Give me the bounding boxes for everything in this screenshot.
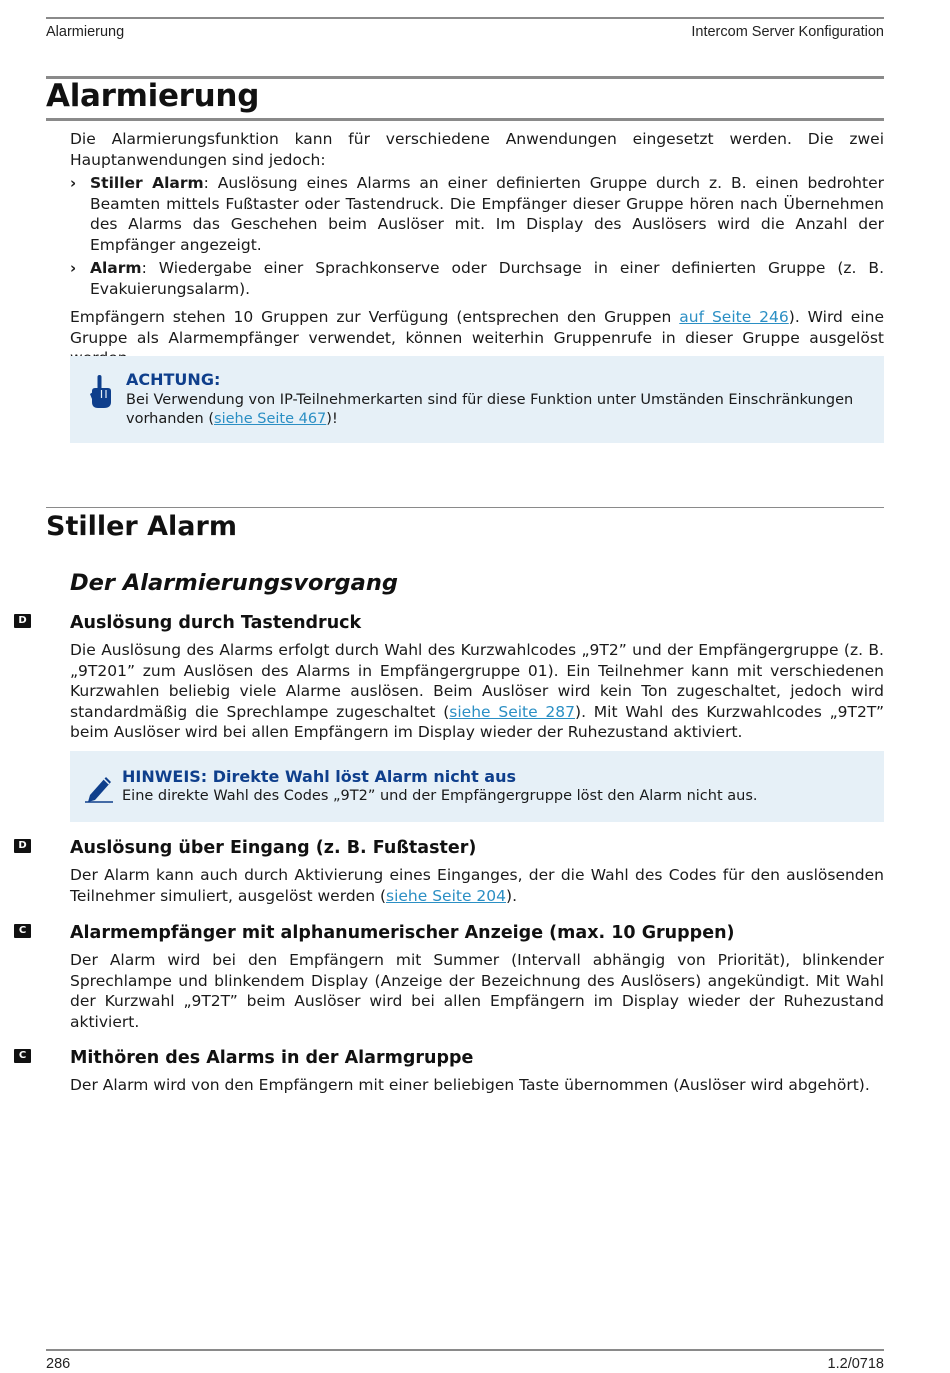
document-version: 1.2/0718 (827, 1356, 884, 1372)
chevron-right-icon: › (70, 259, 77, 277)
eingang-text-before: Der Alarm kann auch durch Aktivierung eines Einganges, der die Wahl des Codes für den auslösenden Teilnehmer simuliert, ausgelöst werden ( (70, 866, 884, 905)
bullet-stiller-alarm (70, 173, 884, 255)
pencil-icon (84, 771, 114, 807)
caution-title: ACHTUNG: (126, 370, 221, 389)
hint-text: Eine direkte Wahl des Codes „9T2” und der Empfängergruppe löst den Alarm nicht aus. (122, 788, 758, 804)
section-rule (46, 507, 884, 508)
paragraph-tastendruck (70, 640, 884, 743)
paragraph-mithoeren: Der Alarm wird von den Empfängern mit einer beliebigen Taste übernommen (Auslöser wird abgehört). (70, 1076, 870, 1094)
page-number: 286 (46, 1356, 71, 1372)
bullet-text: : Wiedergabe einer Sprachkonserve oder Durchsage in einer definierten Gruppe (z. B. Evakuierungsalarm). (90, 259, 884, 298)
tastendruck-text-before: Die Auslösung des Alarms erfolgt durch Wahl des Kurzwahlcodes „9T2” und der Empfängergruppe (z. B. „9T201” zum Auslösen des Alarms in Empfängergruppe 01). Ein Teilnehmer kann mit verschiedenen Kurzwahlen beliebig viele Alarme auslösen. Beim Auslöser wird kein Ton zugeschaltet, jedoch wird standardmäßig die Sprechlampe zugeschaltet ( (70, 641, 884, 721)
hint-box (70, 751, 884, 822)
eingang-text-after: ). (506, 886, 517, 905)
caution-text (126, 391, 866, 429)
chevron-right-icon: › (70, 174, 77, 192)
footer-rule (46, 1349, 884, 1351)
hint-title: HINWEIS: Direkte Wahl löst Alarm nicht aus (122, 767, 516, 786)
page-title: Alarmierung (46, 78, 260, 114)
tag-badge: C (14, 924, 31, 938)
tag-badge: C (14, 1049, 31, 1063)
header-manual-title: Intercom Server Konfiguration (691, 24, 884, 40)
title-rule-bottom (46, 118, 884, 121)
caution-text-after: )! (326, 411, 338, 427)
caution-box (70, 356, 884, 443)
bullet-alarm (70, 258, 884, 299)
caution-text-before: Bei Verwendung von IP-Teilnehmerkarten sind für diese Funktion unter Umständen Einschränkungen vorhanden ( (126, 392, 854, 427)
intro-paragraph: Die Alarmierungsfunktion kann für verschiedene Anwendungen eingesetzt werden. Die zwei Hauptanwendungen sind jedoch: (70, 130, 884, 169)
heading-mithoeren: Mithören des Alarms in der Alarmgruppe (70, 1048, 474, 1068)
tastendruck-text-after: ). Mit Wahl des Kurzwahlcodes „9T2T” beim Auslöser wird bei allen Empfängern im Display wieder der Ruhezustand aktiviert. (70, 702, 884, 741)
paragraph-eingang (70, 865, 884, 906)
tag-badge: D (14, 614, 31, 628)
groups-text-before: Empfängern stehen 10 Gruppen zur Verfügung (entsprechen den Gruppen (70, 308, 680, 326)
paragraph-alarmempfaenger: Der Alarm wird bei den Empfängern mit Summer (Intervall abhängig von Priorität), blinkender Sprechlampe und blinkendem Display (Anzeige der Bezeichnung des Auslösers) angekündigt. Mit Wahl der Kurzwahl „9T2T” beim Auslöser wird bei allen Empfängern im Display wieder der Ruhezustand aktiviert. (70, 951, 884, 1031)
link-page-467[interactable]: siehe Seite 467 (214, 411, 327, 427)
header-chapter: Alarmierung (46, 24, 125, 40)
link-page-246[interactable]: auf Seite 246 (679, 308, 789, 326)
heading-alarmempfaenger: Alarmempfänger mit alphanumerischer Anzeige (max. 10 Gruppen) (70, 923, 735, 943)
section-title-stiller-alarm: Stiller Alarm (46, 511, 237, 542)
bullet-term: Alarm (90, 259, 142, 277)
groups-text-after: ). Wird eine Gruppe als Alarmempfänger verwendet, können weiterhin Gruppenrufe in dieser Gruppe ausgelöst (70, 308, 885, 347)
heading-ausloesung-eingang: Auslösung über Eingang (z. B. Fußtaster) (70, 838, 477, 858)
heading-ausloesung-tastendruck: Auslösung durch Tastendruck (70, 613, 362, 633)
link-page-287[interactable]: siehe Seite 287 (449, 702, 576, 721)
header-rule (46, 17, 884, 19)
pointing-hand-icon (88, 374, 114, 414)
bullet-term: Stiller Alarm (90, 174, 204, 192)
bullet-text: : Auslösung eines Alarms an einer definierten Gruppe durch z. B. einen bedrohter Beamten mittels Fußtaster oder Tastendruck. Die Empfänger dieser Gruppe hören nach Übernehmen des Alarms das Geschehen beim Auslöser mit. Im Display des Auslösers wird die Anzahl der Empfänger angezeigt. (90, 174, 884, 254)
tag-badge: D (14, 839, 31, 853)
link-page-204[interactable]: siehe Seite 204 (386, 886, 507, 905)
subsection-title: Der Alarmierungsvorgang (70, 570, 398, 596)
